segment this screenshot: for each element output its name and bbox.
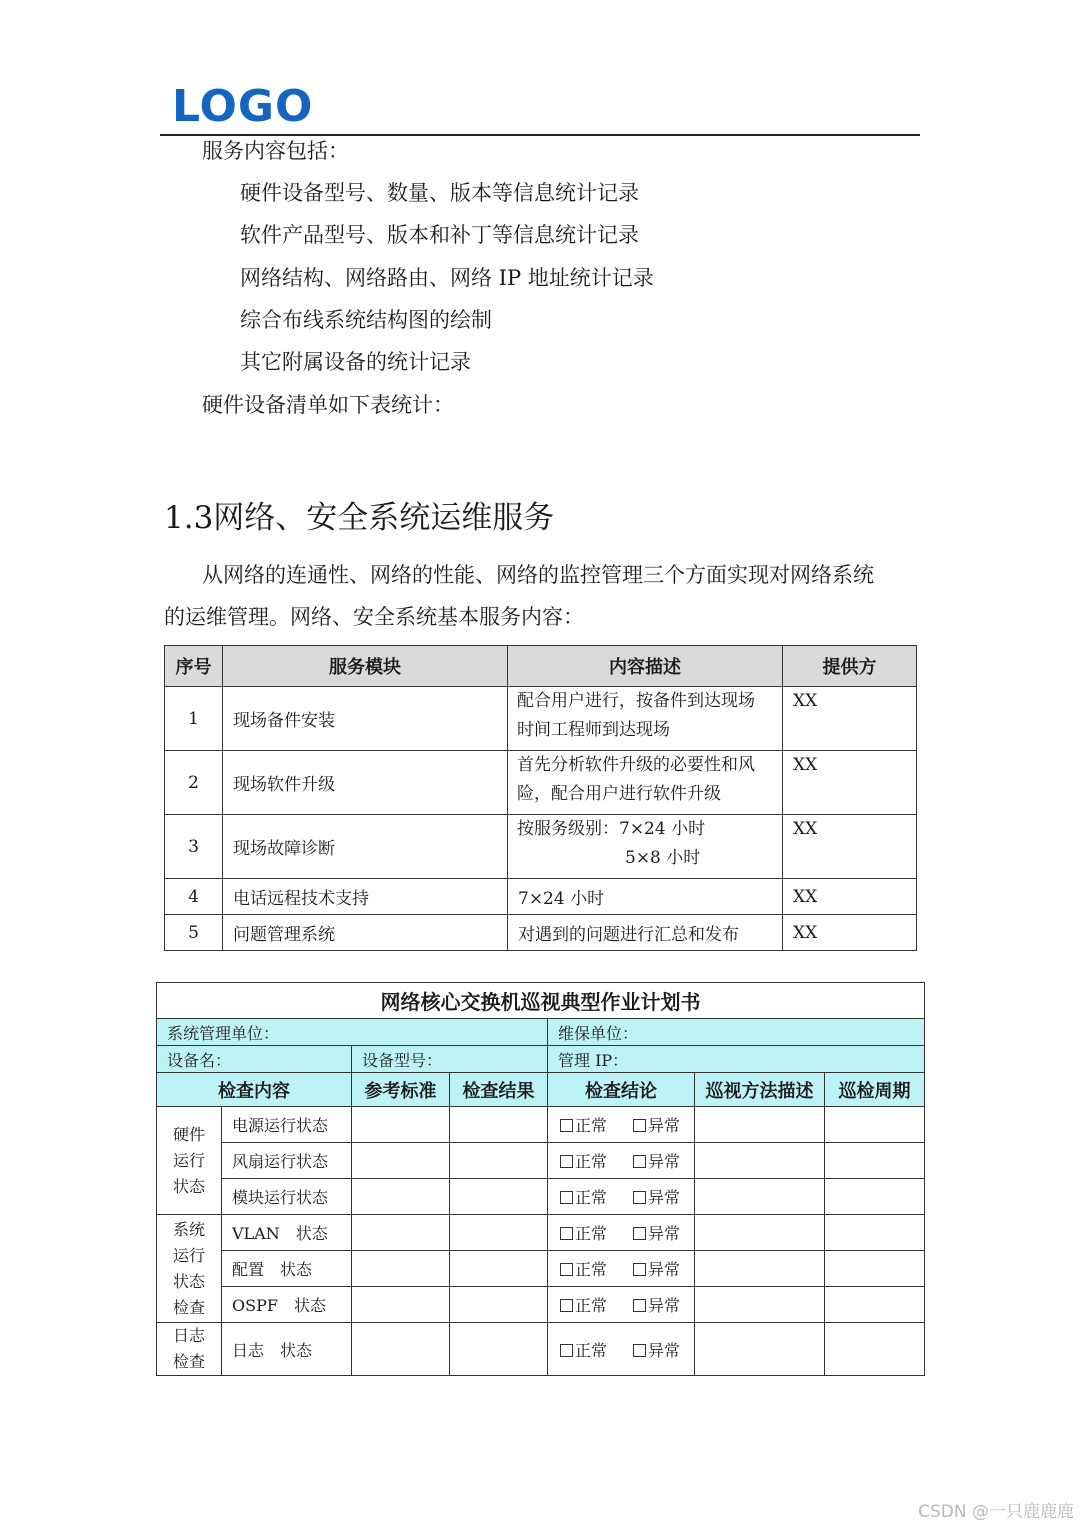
group-label-hardware <box>157 1107 222 1215</box>
row-provider: XX <box>783 815 917 879</box>
check-item: 电源运行状态 <box>222 1107 352 1143</box>
abnormal-label: 异常 <box>648 1116 681 1135</box>
reference-cell[interactable] <box>352 1179 450 1215</box>
check-item: 模块运行状态 <box>222 1179 352 1215</box>
device-name-label: 设备名： <box>157 1046 352 1073</box>
normal-label: 正常 <box>575 1116 608 1135</box>
result-cell[interactable] <box>450 1323 548 1376</box>
normal-option[interactable] <box>560 1293 607 1316</box>
table-row <box>157 1215 925 1251</box>
conclusion-cell <box>548 1107 695 1143</box>
reference-cell[interactable] <box>352 1107 450 1143</box>
row-no: 4 <box>165 879 223 915</box>
normal-option[interactable] <box>560 1113 607 1136</box>
result-cell[interactable] <box>450 1287 548 1323</box>
method-cell[interactable] <box>695 1251 825 1287</box>
checkbox-abnormal[interactable] <box>633 1299 646 1312</box>
header-divider <box>160 134 920 136</box>
row-provider: XX <box>783 879 917 915</box>
row-module: 现场备件安装 <box>223 687 508 751</box>
abnormal-label: 异常 <box>648 1188 681 1207</box>
check-item: 风扇运行状态 <box>222 1143 352 1179</box>
conclusion-cell <box>548 1215 695 1251</box>
row-no: 1 <box>165 687 223 751</box>
header-no: 序号 <box>165 646 223 687</box>
normal-label: 正常 <box>575 1340 608 1360</box>
method-cell[interactable] <box>695 1287 825 1323</box>
group-label-line: 检查 <box>172 1352 205 1371</box>
table-row <box>165 751 917 815</box>
conclusion-cell <box>548 1143 695 1179</box>
table-row <box>165 815 917 879</box>
abnormal-option[interactable] <box>633 1293 680 1316</box>
reference-cell[interactable] <box>352 1143 450 1179</box>
row-desc: 对遇到的问题进行汇总和发布 <box>508 915 783 951</box>
cycle-cell[interactable] <box>825 1107 925 1143</box>
table-row <box>165 879 917 915</box>
abnormal-option[interactable] <box>633 1221 680 1244</box>
header-desc: 内容描述 <box>508 646 783 687</box>
reference-cell[interactable] <box>352 1287 450 1323</box>
header-conclusion: 检查结论 <box>548 1073 695 1107</box>
checkbox-abnormal[interactable] <box>633 1263 646 1276</box>
checkbox-abnormal[interactable] <box>633 1155 646 1168</box>
header-provider: 提供方 <box>783 646 917 687</box>
checkbox-abnormal[interactable] <box>633 1227 646 1240</box>
section-paragraph-line1: 从网络的连通性、网络的性能、网络的监控管理三个方面实现对网络系统 <box>202 563 874 587</box>
cycle-cell[interactable] <box>825 1287 925 1323</box>
desc-line: 时间工程师到达现场 <box>517 720 670 740</box>
checkbox-abnormal[interactable] <box>633 1191 646 1204</box>
reference-cell[interactable] <box>352 1323 450 1376</box>
check-item: VLAN 状态 <box>222 1215 352 1251</box>
intro-item: 硬件设备型号、数量、版本等信息统计记录 <box>240 181 639 205</box>
group-label-system <box>157 1215 222 1323</box>
row-no: 3 <box>165 815 223 879</box>
logo: LOGO <box>172 81 314 132</box>
abnormal-label: 异常 <box>648 1340 681 1360</box>
intro-item: 网络结构、网络路由、网络 IP 地址统计记录 <box>240 266 654 290</box>
conclusion-cell <box>548 1323 695 1376</box>
intro-item: 综合布线系统结构图的绘制 <box>240 308 492 332</box>
row-module: 现场故障诊断 <box>223 815 508 879</box>
row-desc <box>508 751 783 815</box>
row-provider: XX <box>783 915 917 951</box>
abnormal-option[interactable] <box>633 1113 680 1136</box>
desc-line: 按服务级别：7×24 小时 <box>517 819 706 839</box>
cycle-cell[interactable] <box>825 1251 925 1287</box>
conclusion-cell <box>548 1287 695 1323</box>
checkbox-normal[interactable] <box>560 1155 573 1168</box>
normal-label: 正常 <box>575 1224 608 1243</box>
normal-label: 正常 <box>575 1152 608 1171</box>
row-desc: 7×24 小时 <box>508 879 783 915</box>
normal-option[interactable] <box>560 1221 607 1244</box>
normal-option[interactable] <box>560 1149 607 1172</box>
header-method: 巡视方法描述 <box>695 1073 825 1107</box>
row-no: 2 <box>165 751 223 815</box>
row-provider: XX <box>783 687 917 751</box>
checkbox-normal[interactable] <box>560 1299 573 1312</box>
table-row <box>157 1251 925 1287</box>
row-module: 问题管理系统 <box>223 915 508 951</box>
cycle-cell[interactable] <box>825 1215 925 1251</box>
device-model-label: 设备型号： <box>352 1046 548 1073</box>
normal-option[interactable] <box>560 1257 607 1280</box>
table-row <box>157 1287 925 1323</box>
watermark: CSDN @一只鹿鹿鹿 <box>918 1502 1074 1522</box>
header-reference: 参考标准 <box>352 1073 450 1107</box>
abnormal-label: 异常 <box>648 1152 681 1171</box>
row-module: 现场软件升级 <box>223 751 508 815</box>
abnormal-option[interactable] <box>633 1185 680 1208</box>
cycle-cell[interactable] <box>825 1143 925 1179</box>
reference-cell[interactable] <box>352 1215 450 1251</box>
result-cell[interactable] <box>450 1251 548 1287</box>
service-table-header <box>165 646 917 687</box>
result-cell[interactable] <box>450 1179 548 1215</box>
normal-option[interactable] <box>560 1185 607 1208</box>
result-cell[interactable] <box>450 1143 548 1179</box>
intro-item: 软件产品型号、版本和补丁等信息统计记录 <box>240 223 639 247</box>
checkbox-normal[interactable] <box>560 1344 573 1357</box>
row-module: 电话远程技术支持 <box>223 879 508 915</box>
normal-option[interactable] <box>560 1338 607 1361</box>
table-row <box>165 687 917 751</box>
cycle-cell[interactable] <box>825 1323 925 1376</box>
method-cell[interactable] <box>695 1143 825 1179</box>
abnormal-label: 异常 <box>648 1224 681 1243</box>
intro-lead: 服务内容包括： <box>202 139 349 163</box>
abnormal-label: 异常 <box>648 1296 681 1315</box>
check-item: 日志 状态 <box>222 1323 352 1376</box>
header-cycle: 巡检周期 <box>825 1073 925 1107</box>
service-table <box>164 645 917 951</box>
cycle-cell[interactable] <box>825 1179 925 1215</box>
table-row <box>157 1143 925 1179</box>
desc-line: 配合用户进行，按备件到达现场 <box>517 691 755 711</box>
normal-label: 正常 <box>575 1260 608 1279</box>
inspection-plan-table <box>156 982 925 1376</box>
section-paragraph-line2: 的运维管理。网络、安全系统基本服务内容： <box>164 605 584 629</box>
group-label-line: 运行 <box>172 1150 205 1170</box>
header-result: 检查结果 <box>450 1073 548 1107</box>
mgmt-unit-label: 系统管理单位： <box>157 1019 548 1046</box>
result-cell[interactable] <box>450 1215 548 1251</box>
result-cell[interactable] <box>450 1107 548 1143</box>
table-row <box>157 1323 925 1376</box>
mgmt-ip-label: 管理 IP： <box>548 1046 925 1073</box>
conclusion-cell <box>548 1251 695 1287</box>
row-provider: XX <box>783 751 917 815</box>
section-heading: 1.3网络、安全系统运维服务 <box>164 500 555 536</box>
abnormal-option[interactable] <box>633 1257 680 1280</box>
table-row <box>157 1107 925 1143</box>
row-desc <box>508 815 783 879</box>
group-label-line: 运行 <box>172 1245 205 1265</box>
checkbox-normal[interactable] <box>560 1119 573 1132</box>
group-label-line: 状态 <box>172 1271 205 1291</box>
abnormal-label: 异常 <box>648 1260 681 1279</box>
header-check-content: 检查内容 <box>157 1073 352 1107</box>
maint-unit-label: 维保单位： <box>548 1019 925 1046</box>
group-label-line: 日志 <box>172 1326 205 1345</box>
normal-label: 正常 <box>575 1296 608 1315</box>
method-cell[interactable] <box>695 1215 825 1251</box>
desc-line: 险，配合用户进行软件升级 <box>517 784 721 804</box>
method-cell[interactable] <box>695 1107 825 1143</box>
method-cell[interactable] <box>695 1179 825 1215</box>
checkbox-abnormal[interactable] <box>633 1119 646 1132</box>
intro-item: 其它附属设备的统计记录 <box>240 350 471 374</box>
group-label-line: 检查 <box>172 1297 205 1317</box>
group-label-line: 状态 <box>172 1176 205 1196</box>
intro-tail: 硬件设备清单如下表统计： <box>202 393 454 417</box>
header-module: 服务模块 <box>223 646 508 687</box>
checkbox-normal[interactable] <box>560 1227 573 1240</box>
plan-title: 网络核心交换机巡视典型作业计划书 <box>157 983 925 1019</box>
abnormal-option[interactable] <box>633 1338 680 1361</box>
checkbox-normal[interactable] <box>560 1191 573 1204</box>
row-no: 5 <box>165 915 223 951</box>
reference-cell[interactable] <box>352 1251 450 1287</box>
group-label-line: 硬件 <box>172 1124 205 1144</box>
method-cell[interactable] <box>695 1323 825 1376</box>
desc-line: 5×8 小时 <box>625 848 701 868</box>
normal-label: 正常 <box>575 1188 608 1207</box>
group-label-log <box>157 1323 222 1376</box>
table-row <box>165 915 917 951</box>
group-label-line: 系统 <box>172 1219 205 1239</box>
checkbox-abnormal[interactable] <box>633 1344 646 1357</box>
conclusion-cell <box>548 1179 695 1215</box>
desc-line: 首先分析软件升级的必要性和风 <box>517 755 755 775</box>
checkbox-normal[interactable] <box>560 1263 573 1276</box>
row-desc <box>508 687 783 751</box>
check-item: 配置 状态 <box>222 1251 352 1287</box>
check-item: OSPF 状态 <box>222 1287 352 1323</box>
table-row <box>157 1179 925 1215</box>
abnormal-option[interactable] <box>633 1149 680 1172</box>
